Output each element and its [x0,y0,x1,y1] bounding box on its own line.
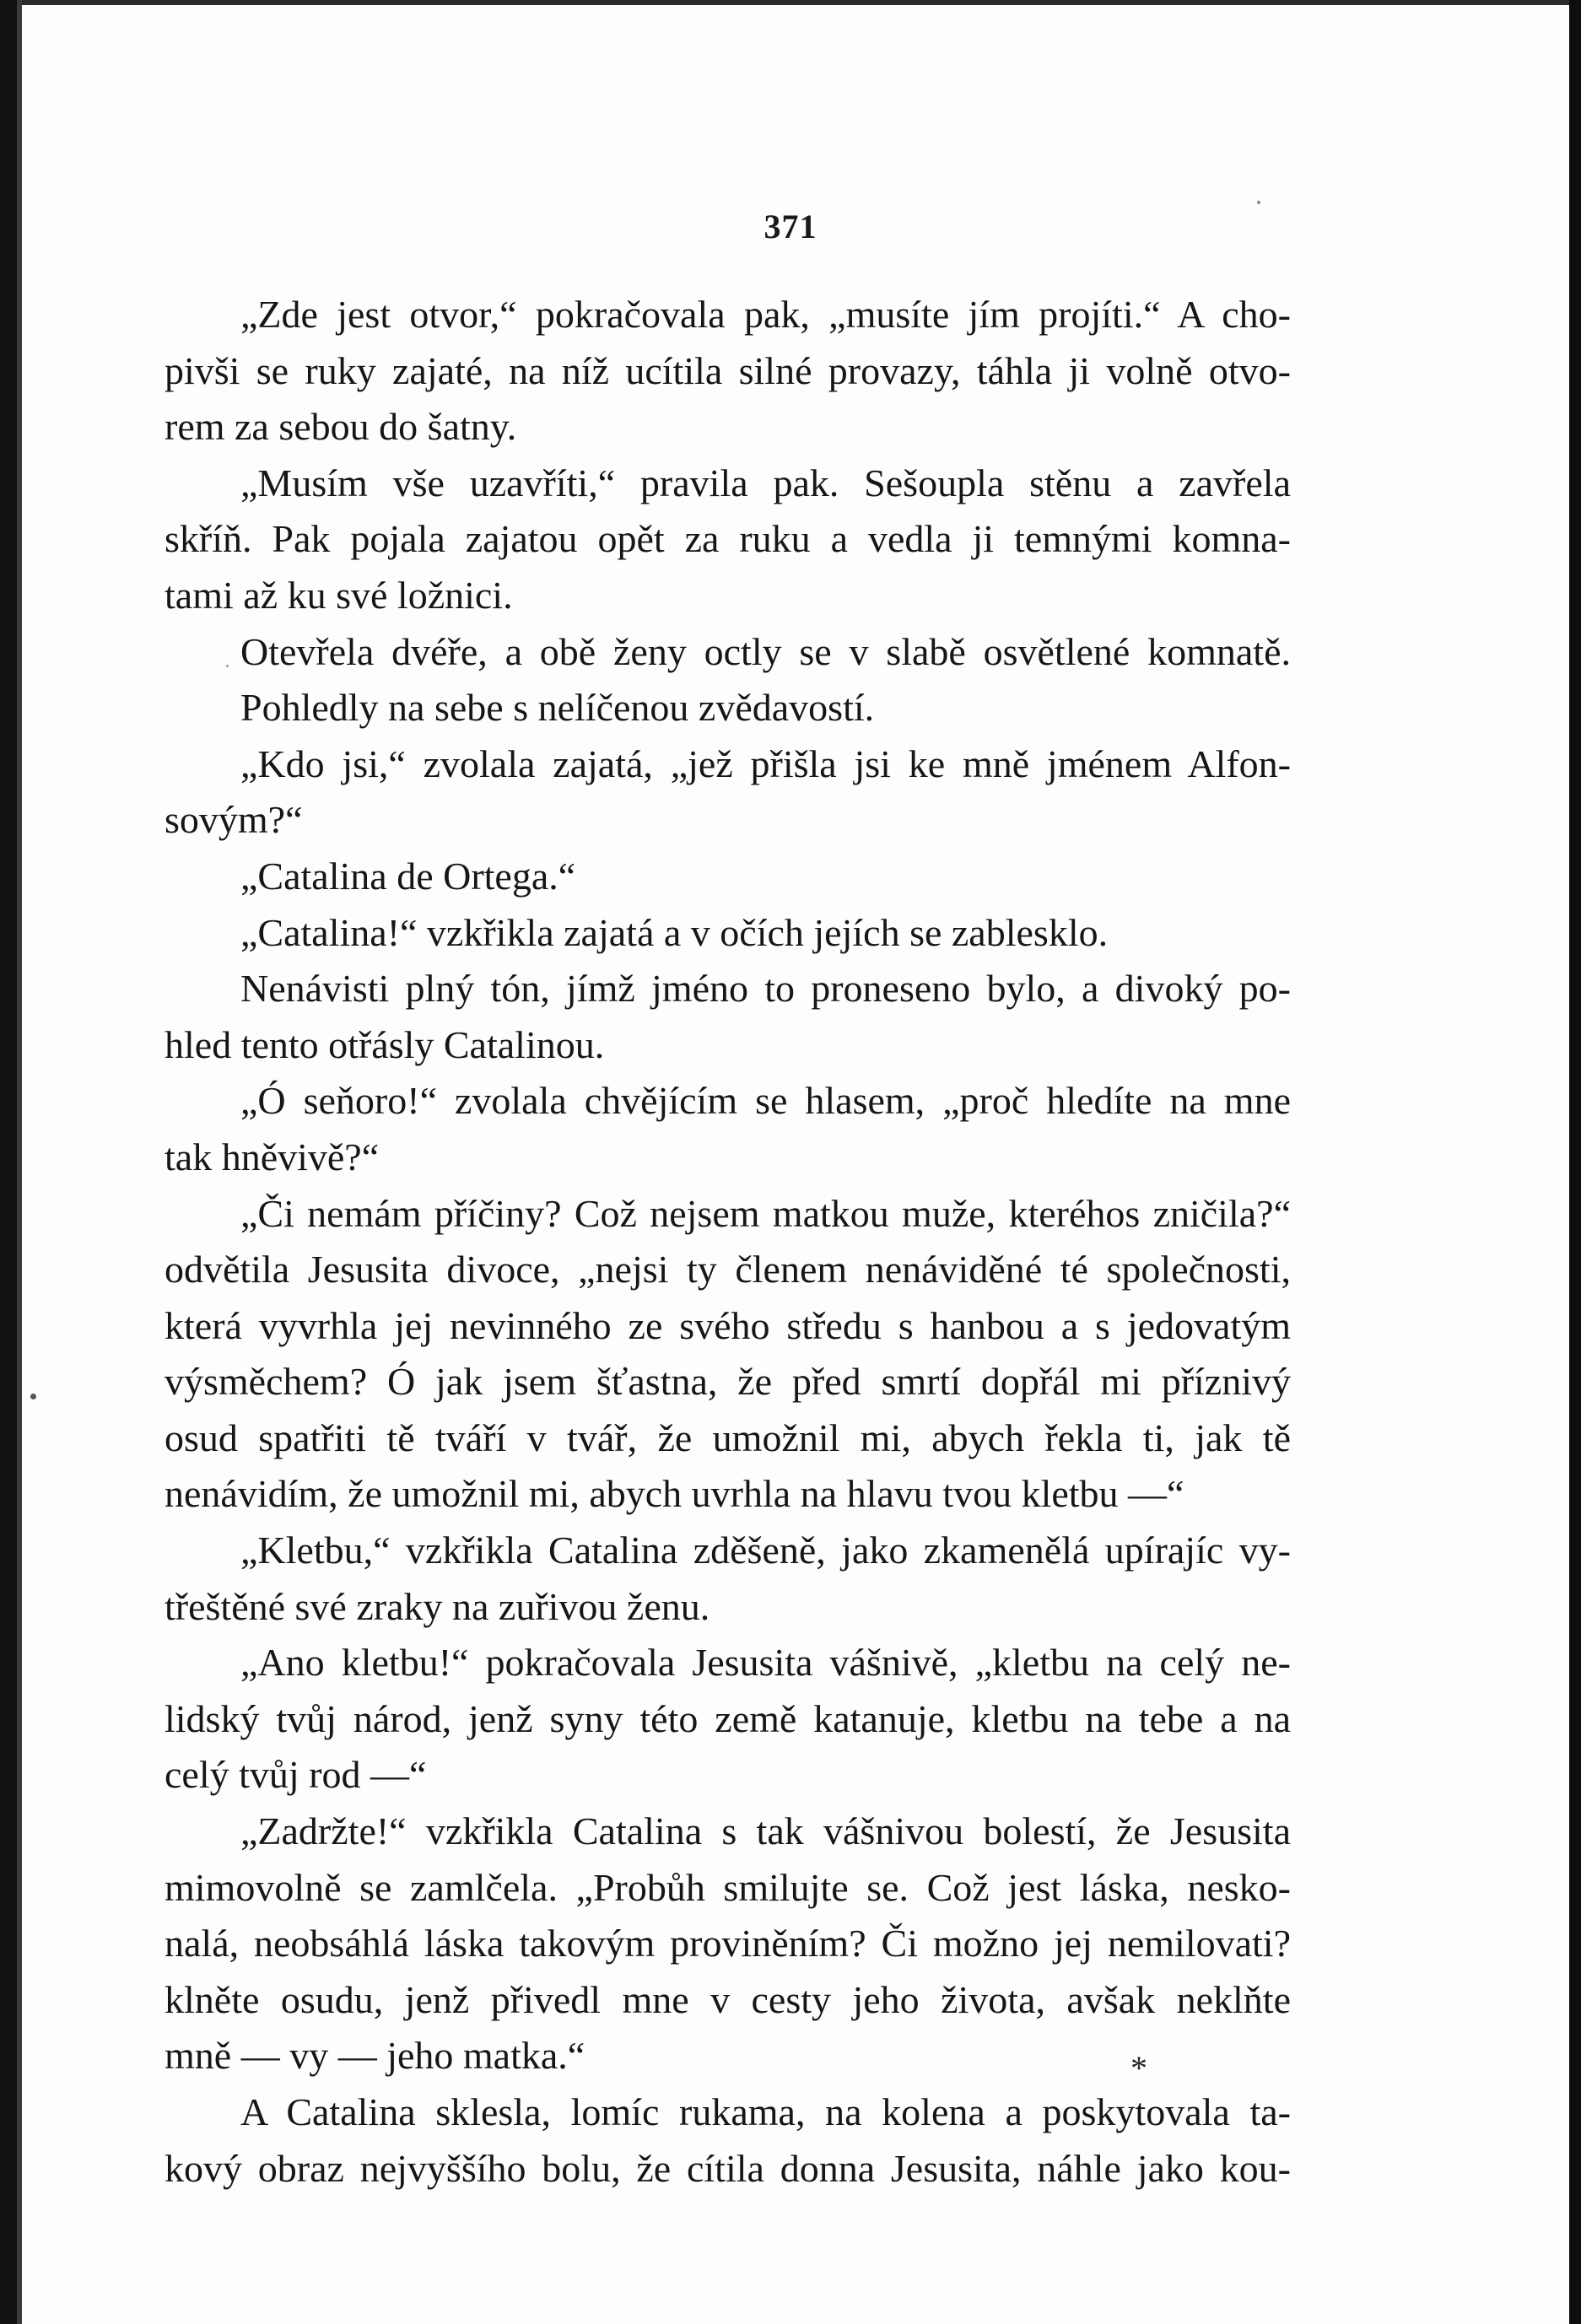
text-line: Otevřela dvéře, a obě ženy octly se v slabě osvětlené komnatě. [240,629,1291,673]
text-line: výsměchem? Ó jak jsem šťastna, že před smrtí dopřál mi příznivý [165,1360,1291,1404]
text-line: hled tento otřásly Catalinou. [165,1022,605,1066]
text-line: Nenávisti plný tón, jímž jméno to proneseno bylo, a divoký po- [240,967,1291,1011]
text-line: „Ó seňoro!“ zvolala chvějícím se hlasem, „proč hledíte na mne [240,1079,1291,1123]
scan-speck [1257,201,1260,204]
text-line: třeštěné své zraky na zuřivou ženu. [165,1584,710,1628]
text-line: „Kletbu,“ vzkřikla Catalina zděšeně, jako zkamenělá upírajíc vy- [240,1529,1291,1572]
text-line: A Catalina sklesla, lomíc rukama, na kolena a poskytovala ta- [240,2090,1291,2133]
text-line: která vyvrhla jej nevinného ze svého středu s hanbou a s jedovatým [165,1303,1291,1347]
text-line: pivši se ruky zajaté, na níž ucítila silné provazy, táhla ji volně otvo- [165,348,1291,392]
scan-binding-shadow [17,0,22,2324]
text-line: „Catalina de Ortega.“ [240,854,576,898]
text-line: kový obraz nejvyššího bolu, že cítila donna Jesusita, náhle jako kou- [165,2146,1291,2190]
text-line: nalá, neobsáhlá láska takovým proviněním? Či možno jej nemilovati? [165,1922,1291,1965]
body-text [165,287,1291,2197]
text-line: klněte osudu, jenž přivedl mne v cesty jeho života, avšak neklňte [165,1977,1291,2021]
text-line: „Kdo jsi,“ zvolala zajatá, „jež přišla jsi ke mně jménem Alfon- [240,741,1291,785]
text-line: tami až ku své ložnici. [165,573,513,617]
text-line: sovým?“ [165,798,303,842]
scan-speck [30,1394,36,1399]
scan-binding-edge [0,0,17,2324]
text-line: osud spatřiti tě tváří v tvář, že umožnil mi, abych řekla ti, jak tě [165,1415,1291,1459]
text-line: „Ano kletbu!“ pokračovala Jesusita vášnivě, „kletbu na celý ne- [240,1641,1291,1685]
text-line: mně — vy — jeho matka.“ [165,2034,585,2078]
text-line: lidský tvůj národ, jenž syny této země katanuje, kletbu na tebe a na [165,1696,1291,1740]
text-line: Pohledly na sebe s nelíčenou zvědavostí. [240,686,875,730]
text-line: „Či nemám příčiny? Což nejsem matkou muže, kteréhos zničila?“ [240,1191,1291,1235]
text-line: mimovolně se zamlčela. „Probůh smilujte se. Což jest láska, nesko- [165,1865,1291,1909]
text-line: nenávidím, že umožnil mi, abych uvrhla na hlavu tvou kletbu —“ [165,1472,1184,1516]
text-line: „Catalina!“ vzkřikla zajatá a v očích jejích se zablesklo. [240,910,1109,954]
text-line: „Musím vše uzavříti,“ pravila pak. Sešoupla stěnu a zavřela [240,461,1291,504]
text-line: odvětila Jesusita divoce, „nejsi ty členem nenáviděné té společnosti, [165,1248,1291,1291]
text-line: „Zadržte!“ vzkřikla Catalina s tak vášnivou bolestí, že Jesusita [240,1809,1291,1853]
scan-right-edge [1569,0,1581,2324]
text-line: skříň. Pak pojala zajatou opět za ruku a vedla ji temnými komna- [165,517,1291,561]
signature-mark: * [1130,2049,1147,2087]
text-line: „Zde jest otvor,“ pokračovala pak, „musíte jím projíti.“ A cho- [240,293,1291,336]
scan-top-edge [0,0,1581,5]
page-number: 371 [764,208,817,245]
text-line: rem za sebou do šatny. [165,405,517,449]
scan-speck [226,665,229,667]
text-line: celý tvůj rod —“ [165,1753,427,1797]
text-line: tak hněvivě?“ [165,1135,380,1178]
